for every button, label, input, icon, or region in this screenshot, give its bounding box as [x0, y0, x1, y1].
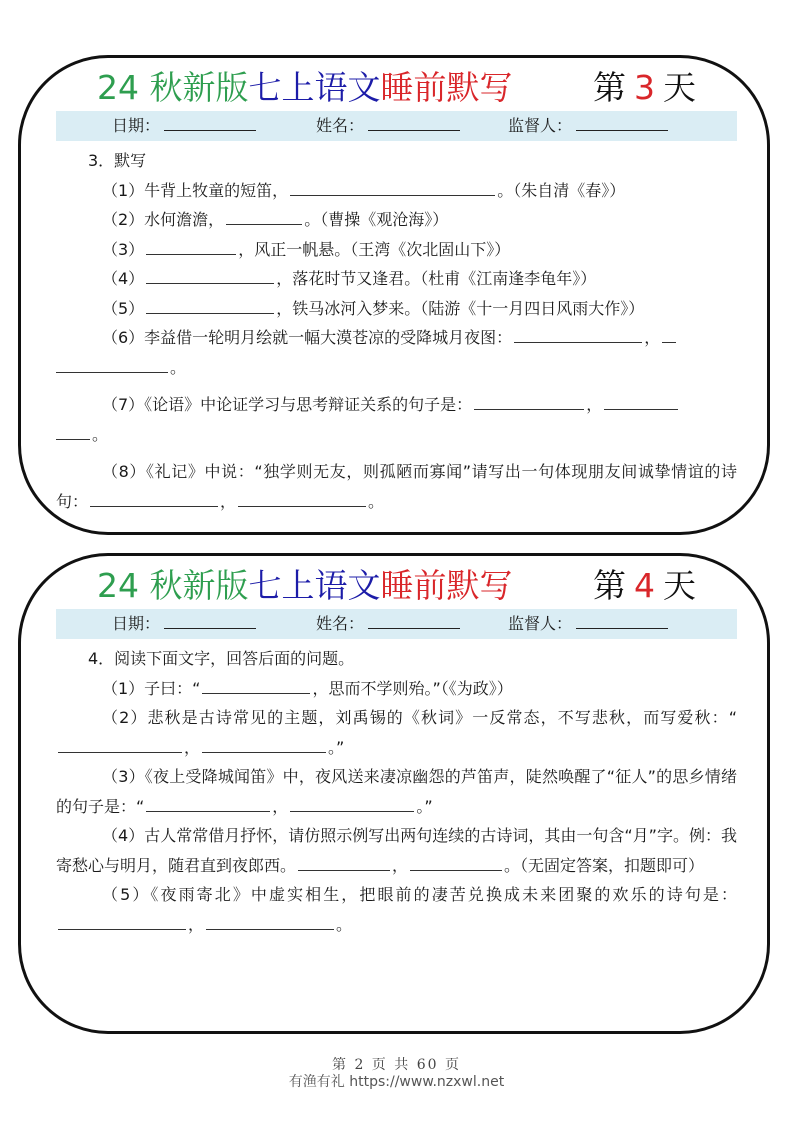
item-text: （2）水何澹澹，	[102, 210, 225, 229]
item-text: 。”	[328, 737, 345, 757]
item-text: ，	[272, 796, 289, 816]
item-text: ，	[220, 491, 237, 511]
card-content	[56, 146, 737, 516]
answer-blank[interactable]	[58, 736, 182, 753]
day-label	[593, 66, 696, 110]
supervisor-field[interactable]	[508, 111, 668, 141]
title-green: 24 秋新版	[97, 68, 249, 107]
site-watermark: 有渔有礼 https://www.nzxwl.net	[288, 1074, 505, 1090]
name-blank[interactable]	[368, 614, 460, 629]
answer-blank[interactable]	[290, 179, 495, 196]
item-text: （4）	[102, 269, 145, 288]
item-text: ，	[392, 855, 409, 875]
answer-blank[interactable]	[474, 393, 584, 410]
item-text: ，	[184, 737, 201, 757]
item-text: （8）《礼记》中说：“独学则无友，则孤陋而寡闻”请写出一句体现朋友间诚挚情谊的诗句：	[56, 462, 737, 511]
item-text: ，落花时节又逢君。（杜甫《江南逢李龟年》）	[276, 269, 597, 288]
item-text: 。	[170, 357, 187, 377]
answer-blank[interactable]	[514, 326, 642, 343]
answer-blank[interactable]	[662, 326, 676, 343]
supervisor-label: 监督人：	[508, 614, 573, 633]
answer-blank[interactable]	[298, 854, 390, 871]
question-item-3	[56, 762, 737, 821]
answer-blank[interactable]	[58, 913, 186, 930]
answer-blank[interactable]	[290, 795, 414, 812]
worksheet-card-day-4	[18, 553, 770, 1034]
question-item-6	[56, 323, 737, 353]
answer-blank[interactable]	[226, 208, 302, 225]
card-title	[97, 564, 512, 608]
question-item-2	[56, 205, 737, 235]
card-content	[56, 644, 737, 939]
name-label: 姓名：	[316, 116, 365, 135]
info-band	[56, 111, 737, 141]
item-text: ，	[188, 914, 205, 934]
question-item-5	[56, 294, 737, 324]
question-heading: 4．阅读下面文字，回答后面的问题。	[88, 649, 355, 668]
date-label: 日期：	[112, 614, 161, 633]
question-item-4	[56, 264, 737, 294]
title-blue: 七上语文	[248, 68, 381, 107]
question-item-8	[56, 457, 737, 516]
answer-blank[interactable]	[238, 490, 366, 507]
item-text: ，	[586, 395, 603, 414]
supervisor-field[interactable]	[508, 609, 668, 639]
day-label	[593, 564, 696, 608]
title-red: 睡前默写	[380, 68, 513, 107]
item-text: ，	[644, 328, 661, 347]
day-prefix: 第	[593, 68, 626, 107]
date-blank[interactable]	[164, 614, 256, 629]
item-text: 。	[368, 491, 385, 511]
item-text: （2）悲秋是古诗常见的主题，刘禹锡的《秋词》一反常态，不写悲秋，而写爱秋：“	[102, 708, 737, 727]
item-text: （7）《论语》中论证学习与思考辩证关系的句子是：	[102, 395, 473, 414]
card-title	[97, 66, 512, 110]
item-text: ，风正一帆悬。（王湾《次北固山下》）	[238, 239, 511, 259]
item-text: （3）	[102, 239, 145, 259]
day-prefix: 第	[593, 566, 626, 605]
item-text: 。（曹操《观沧海》）	[304, 210, 449, 229]
question-item-2	[56, 703, 737, 762]
page-number: 第 2 页 共 60 页	[332, 1057, 461, 1073]
title-blue: 七上语文	[248, 566, 381, 605]
answer-blank[interactable]	[146, 267, 274, 284]
question-item-6-cont	[56, 353, 737, 383]
item-text: （3）《夜上受降城闻笛》中，夜风送来凄凉幽怨的芦笛声，陡然唤醒了“征人”的思乡情绪的句子是：“	[56, 767, 737, 816]
question-heading: 3．默写	[88, 151, 147, 170]
question-item-7	[56, 390, 737, 420]
name-label: 姓名：	[316, 614, 365, 633]
info-band	[56, 609, 737, 639]
answer-blank[interactable]	[146, 795, 270, 812]
supervisor-blank[interactable]	[576, 116, 668, 131]
item-text: （1）子曰：“	[102, 678, 201, 698]
question-item-7-cont	[56, 420, 737, 450]
answer-blank[interactable]	[146, 238, 236, 255]
supervisor-blank[interactable]	[576, 614, 668, 629]
item-text: （4）古人常常借月抒怀，请仿照示例写出两句连续的古诗词，其由一句含“月”字。例：我寄愁心与明月，随君直到夜郎西。	[56, 826, 737, 875]
supervisor-label: 监督人：	[508, 116, 573, 135]
name-field[interactable]	[316, 111, 460, 141]
answer-blank[interactable]	[56, 356, 168, 373]
date-field[interactable]	[112, 111, 256, 141]
answer-blank[interactable]	[206, 913, 334, 930]
answer-blank[interactable]	[146, 297, 274, 314]
day-number: 3	[634, 68, 655, 107]
answer-blank[interactable]	[90, 490, 218, 507]
worksheet-card-day-3	[18, 55, 770, 535]
item-text: （1）牛背上牧童的短笛，	[102, 180, 289, 200]
date-blank[interactable]	[164, 116, 256, 131]
question-item-3	[56, 235, 737, 265]
title-green: 24 秋新版	[97, 566, 249, 605]
answer-blank[interactable]	[202, 736, 326, 753]
day-suffix: 天	[663, 68, 696, 107]
item-text: 。（无固定答案，扣题即可）	[504, 855, 705, 875]
date-field[interactable]	[112, 609, 256, 639]
date-label: 日期：	[112, 116, 161, 135]
item-text: （6）李益借一轮明月绘就一幅大漠苍凉的受降城月夜图：	[102, 328, 513, 347]
item-text: ，思而不学则殆。”（《为政》）	[312, 678, 513, 698]
name-field[interactable]	[316, 609, 460, 639]
item-text: ，铁马冰河入梦来。（陆游《十一月四日风雨大作》）	[276, 298, 645, 318]
day-number: 4	[634, 566, 655, 605]
question-item-1	[56, 176, 737, 206]
question-item-5	[56, 880, 737, 939]
item-text: （5）《夜雨寄北》中虚实相生，把眼前的凄苦兑换成未来团聚的欢乐的诗句是：	[102, 885, 737, 904]
item-text: 。（朱自清《春》）	[497, 180, 626, 200]
answer-blank[interactable]	[604, 393, 678, 410]
item-text: （5）	[102, 298, 145, 318]
title-red: 睡前默写	[380, 566, 513, 605]
answer-blank[interactable]	[56, 423, 90, 440]
item-text: 。	[92, 424, 109, 444]
name-blank[interactable]	[368, 116, 460, 131]
item-text: 。	[336, 914, 353, 934]
answer-blank[interactable]	[202, 677, 310, 694]
item-text: 。”	[416, 796, 433, 816]
question-item-1	[56, 674, 737, 704]
answer-blank[interactable]	[410, 854, 502, 871]
day-suffix: 天	[663, 566, 696, 605]
question-item-4	[56, 821, 737, 880]
